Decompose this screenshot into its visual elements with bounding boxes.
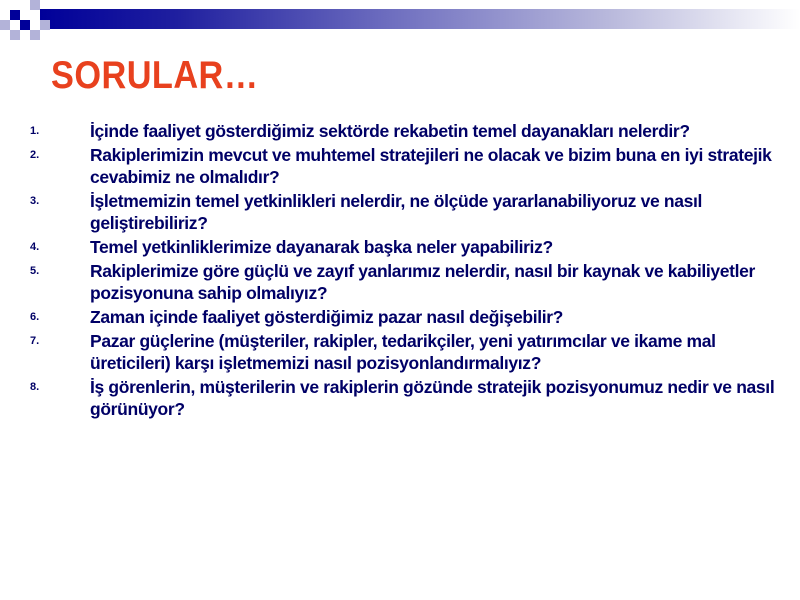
- question-item: [30, 236, 790, 258]
- decor-square: [0, 20, 10, 30]
- question-text: Pazar güçlerine (müşteriler, rakipler, tedarikçiler, yeni yatırımcılar ve ikame mal üreticileri) karşı işletmemizi nasıl pozisyonlandırmalıyız?: [90, 331, 716, 373]
- question-text: Rakiplerimizin mevcut ve muhtemel stratejileri ne olacak ve bizim buna en iyi stratejik cevabimiz ne olmalıdır?: [90, 145, 772, 187]
- question-number: 6.: [30, 311, 40, 323]
- question-list: [30, 120, 790, 422]
- question-item: [30, 144, 790, 188]
- question-item: [30, 190, 790, 234]
- decor-square: [10, 30, 20, 40]
- header-gradient-bar: [40, 9, 800, 29]
- question-item: [30, 260, 790, 304]
- question-text: Zaman içinde faaliyet gösterdiğimiz pazar nasıl değişebilir?: [90, 307, 564, 327]
- question-text: Rakiplerimize göre güçlü ve zayıf yanlarımız nelerdir, nasıl bir kaynak ve kabiliyetler pozisyonuna sahip olmalıyız?: [90, 261, 755, 303]
- question-item: [30, 376, 790, 420]
- question-number: 5.: [30, 265, 40, 277]
- question-item: [30, 330, 790, 374]
- question-number: 1.: [30, 125, 40, 137]
- decor-square: [30, 30, 40, 40]
- question-item: [30, 120, 790, 142]
- question-number: 3.: [30, 195, 40, 207]
- question-text: İş görenlerin, müşterilerin ve rakiplerin gözünde stratejik pozisyonumuz nedir ve nasıl görünüyor?: [90, 377, 775, 419]
- decor-square: [10, 10, 20, 20]
- question-number: 4.: [30, 241, 40, 253]
- slide-title: SORULAR…: [51, 54, 259, 97]
- question-text: İşletmemizin temel yetkinlikleri nelerdir, ne ölçüde yararlanabiliyoruz ve nasıl geliştirebiliriz?: [90, 191, 702, 233]
- question-number: 8.: [30, 381, 40, 393]
- question-item: [30, 306, 790, 328]
- decor-square: [40, 20, 50, 30]
- question-text: Temel yetkinliklerimize dayanarak başka neler yapabiliriz?: [90, 237, 553, 257]
- question-number: 2.: [30, 149, 40, 161]
- decor-square: [30, 0, 40, 10]
- question-number: 7.: [30, 335, 40, 347]
- question-text: İçinde faaliyet gösterdiğimiz sektörde rekabetin temel dayanakları nelerdir?: [90, 121, 690, 141]
- decor-square: [20, 20, 30, 30]
